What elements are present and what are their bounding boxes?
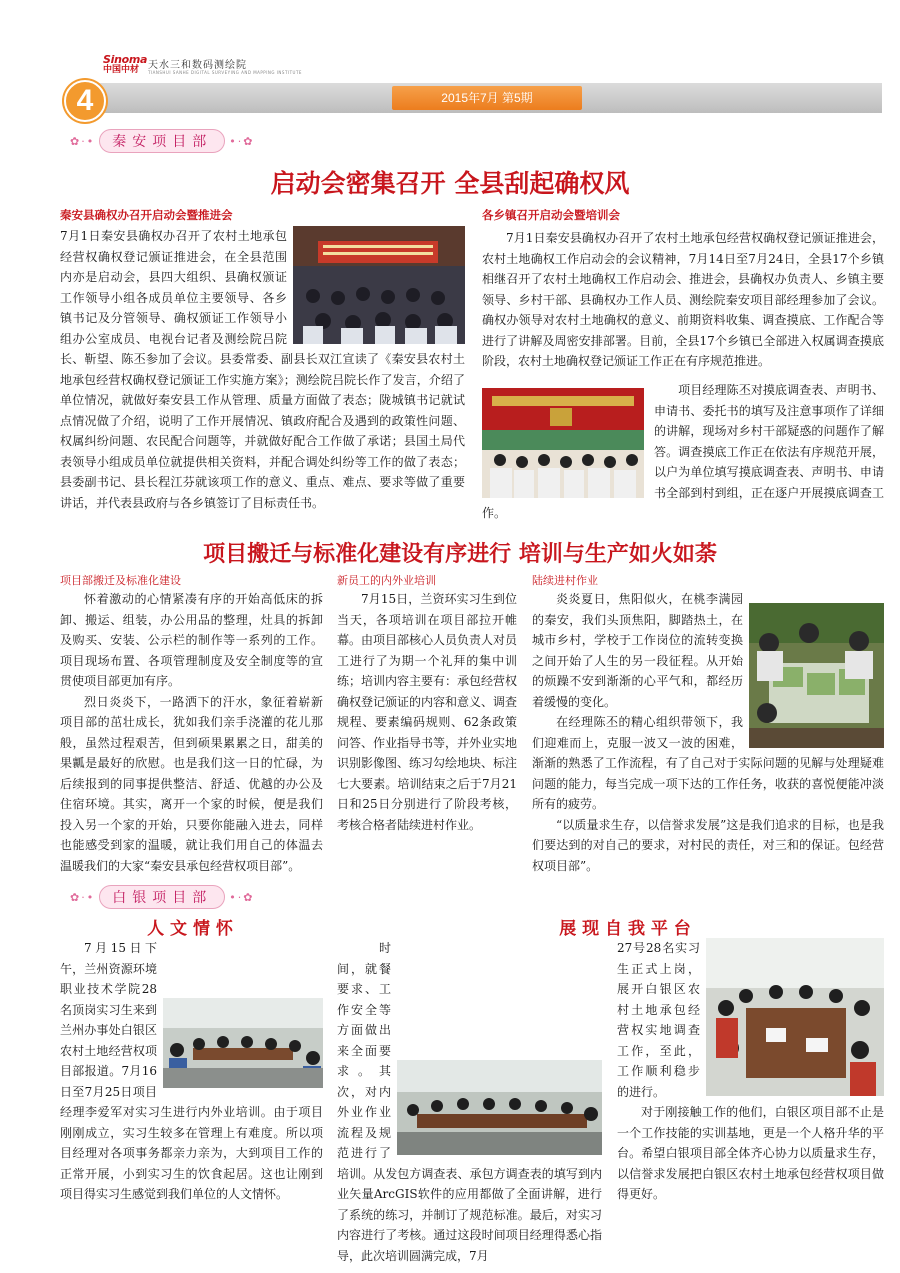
training-photo-1 [163,998,323,1088]
qinan-left-article [60,226,465,526]
baiyin-right-text2: 对于刚接触工作的他们，白银区项目部不止是一个工作技能的实训基地，更是一个人格升华的平台。希望白银项目部全体齐心协力以质量求生存，以信誉求发展把白银区农村土地承包经营权项目做得更好。 [617,1105,884,1201]
fieldwork-photo-2 [706,938,884,1096]
flower-icon: •·✿ [229,134,255,148]
meeting-photo [293,226,465,344]
baiyin-mid-text: 时间，就餐要求、工作安全等方面做出来全面要求。其次，对内外业作业流程及规范进行了培训。从发包方调查表、承包方调查表的填写到内业矢量ArcGIS软件的应用都做了全面讲解，进行了系统的练习，并制订了规范标准。最后，对实习内容进行了考核。通过这段时间项目经理得悉心指导，此次培训圆满完成，7月 [337,941,602,1263]
org-name: 天水三和数码测绘院 [148,60,247,71]
baiyin-left-article [60,938,323,1228]
project-headline: 项目搬迁与标准化建设有序进行 培训与生产如火如荼 [203,542,717,567]
project-col1-p1: 怀着激动的心情紧凑有序的开始高低床的拆卸、搬运、组装，办公用品的整理，灶具的拆卸及购买、安装、公示栏的制作等一系列的工作。项目现场布置、各项管理制度及安全制度等的宣贯使项目部更加有序。 [60,592,323,688]
township-meeting-photo [482,388,644,498]
flower-icon: ✿·• [70,890,96,904]
qinan-right-text1: 7月1日秦安县确权办召开了农村土地承包经营权确权登记颁证推进会，农村土地确权工作启动会的会议精神，7月14日至7月24日，全县17个乡镇相继召开了农村土地确权工作启动会、推进会，县确权办负责人、乡镇主要领导、乡村干部、县确权办工作人员、测绘院秦安项目部经理参加了会议。确权办领导对农村土地确权的意义、前期资料收集、调查摸底、工作配合等进行了讲解及周密安排部署。目前，全县17个乡镇已全部进入权属调查摸底阶段，农村土地确权登记颁证工作正在有序规范推进。 [482,231,884,368]
logo-line1: Sinoma [103,53,148,66]
baiyin-right-headline: 展 现 自 我 平 台 [559,919,691,939]
baiyin-right-text1: 27号28名实习生正式上岗，展开白银区农村土地承包经营权实地调查工作，至此，工作顺利稳步的进行。 [617,941,700,1099]
flower-icon: ✿·• [70,134,96,148]
project-col1-article [60,589,323,876]
baiyin-tag-label: 白银项目部 [99,885,225,909]
baiyin-left-headline: 人 文 情 怀 [147,919,233,939]
org-name-en: TIANSHUI SANHE DIGITAL SURVEYING AND MAPPING INSTITUTE [148,70,302,75]
issue-label: 2015年7月 第5期 [392,86,582,110]
project-col3-p3: “以质量求生存，以信誉求发展”这是我们追求的目标，也是我们要达到的对自己的要求，对村民的责任，对三和的保证。包经营权项目部”。 [532,817,884,873]
project-col3-subhead: 陆续进村作业 [532,574,598,587]
project-col2-text: 7月15日，兰资环实习生到位当天，各项培训在项目部拉开帷幕。由项目部核心人员负责人对员工进行了为期一个礼拜的集中训练；培训内容主要有：承包经营权确权登记颁证的内容和意义、调查规程、要素编码规则、62条政策问答、作业指导书等，并外业实地识别影像图、练习勾绘地块、标注七大要素。培训结束之后于7月21日和25日分别进行了阶段考核，考核合格者陆续进村作业。 [337,592,518,832]
project-col3-article [532,589,884,876]
qinan-left-text: 7月1日秦安县确权办召开了农村土地承包经营权确权登记颁证推进会，在全县范围内亦是启动会，县四大组织、县确权颁证工作领导小组各成员单位主要领导、各乡镇书记及分管领导、确权颁证工作领导小组办公室成员、电视台记者及测绘院吕院长、靳望、陈丕参加了会议。县委常委、副县长双江宣读了《秦安县农村土地承包经营权确权登记颁证工作实施方案》；测绘院吕院长作了发言，介绍了单位情况，就做好秦安县工作从管理、质量方面做了表态；陇城镇书记就试点情况做了介绍，说明了工作开展情况、镇政府配合及遇到的政策性问题、权属纠纷问题、农民配合问题等，并就做好配合工作做了承诺；县国土局代表领导小组成员单位就提供相关资料，并配合调处纠纷等工作的做了表态；县委副书记、县长程江芬就该项工作的意义、重点、难点、要求等做了重要讲话，并代表县政府与各乡镇签订了目标责任书。 [60,229,465,510]
qinan-right-article2 [482,380,884,520]
logo-line2: 中国中材 [103,65,140,75]
baiyin-mid-article [337,938,602,1263]
qinan-headline: 启动会密集召开 全县刮起确权风 [270,169,630,198]
qinan-right-text2: 项目经理陈丕对摸底调查表、声明书、申请书、委托书的填写及注意事项作了详细的讲解，现场对乡村干部疑惑的问题作了解答。调查摸底工作正在依法有序规范开展，以户为单位填写摸底调查表、声明书、申请书全部到村到组，正在逐户开展摸底调查工作。 [482,383,884,520]
project-col1-p2: 烈日炎炎下，一路洒下的汗水，象征着崭新项目部的茁壮成长，犹如我们亲手浇灌的花儿那般，虽然过程艰苦，但到硕果累累之日，甜美的果瓤是最好的欣慰。也是我们这一日的忙碌，为后续报到的同事提供整洁、舒适、优越的办公及住宿环境。其实，离开一个家的时候，便是我们投入另一个家的开始，只要你能融入进去，同样也能感受到家的温暖，就让我们用自己的体温去温暖我们的大家“秦安县承包经营权项目部”。 [60,694,323,873]
qinan-left-subhead: 秦安县确权办召开启动会暨推进会 [60,208,233,222]
training-photo-2 [397,1060,602,1155]
page-number: 4 [64,80,106,122]
qinan-section-tag [66,128,258,154]
flower-icon: •·✿ [229,890,255,904]
baiyin-right-article [617,938,884,1218]
qinan-tag-label: 秦安项目部 [99,129,225,153]
project-col3-p1: 炎炎夏日，焦阳似火，在桃李满园的秦安，我们头顶焦阳，脚踏热土，在城市乡村，学校于工作岗位的流转变换之间开始了人生的另一段征程。从开始的烦躁不安到渐渐的心平气和，都经历着缓慢的变化。 [532,592,743,709]
project-col1-subhead: 项目部搬迁及标准化建设 [60,574,181,587]
sinoma-logo [103,53,148,75]
baiyin-left-text: 7月15日下午，兰州资源环境职业技术学院28名顶岗实习生来到兰州办事处白银区农村土地经营权项目部报道。7月16日至7月25日项目经理李爱军对实习生进行内外业培训。由于项目刚刚成立，实习生较多在管理上有难度。所以项目经理对各项事务都亲力亲为，大到项目工作的正常开展，小到实习生的饮食起居。这也让刚到项目得实习生感觉到我们单位的人文情怀。 [60,941,323,1201]
fieldwork-photo [749,603,884,748]
baiyin-section-tag [66,884,258,910]
project-col2-subhead: 新员工的内外业培训 [337,574,436,587]
qinan-right-subhead: 各乡镇召开启动会暨培训会 [482,208,620,222]
project-col3-p2: 在经理陈丕的精心组织带领下，我们迎难而上，克服一波又一波的困难，渐渐的熟悉了工作流程，有了自己对于实际问题的见解与处理疑难问题的能力，每当完成一项下达的工作任务，收获的喜悦便能冲淡所有的疲劳。 [532,715,884,811]
